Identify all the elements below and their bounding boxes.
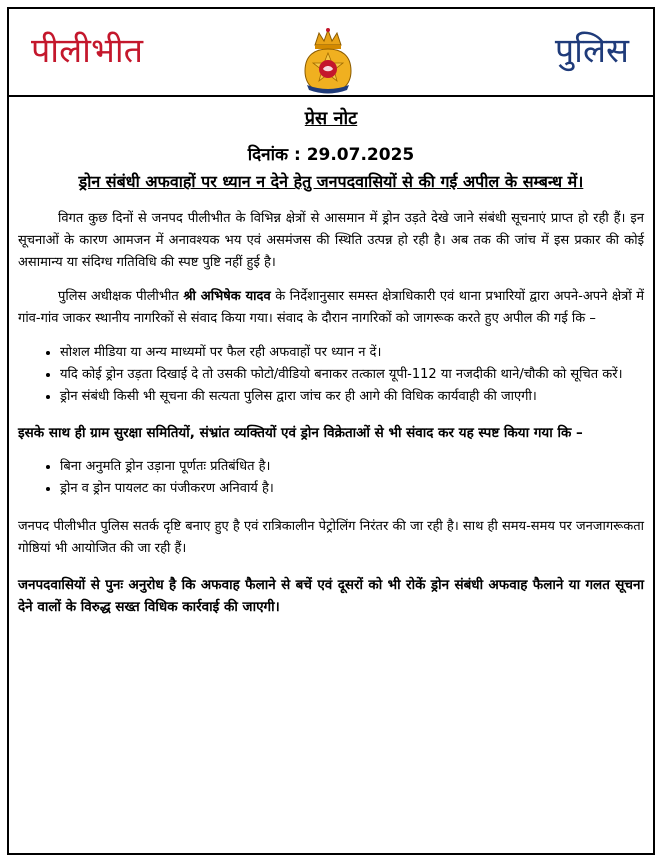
paragraph-patrolling: जनपद पीलीभीत पुलिस सतर्क दृष्टि बनाए हुए है एवं रात्रिकालीन पेट्रोलिंग निरंतर की जा रही है। साथ ही समय-समय पर जनजागरूकता गोष्ठियां भी आयोजित की जा रही हैं।: [18, 519, 644, 556]
doc-subject: ड्रोन संबंधी अफवाहों पर ध्यान न देने हेतु जनपदवासियों से की गई अपील के सम्बन्ध में।: [78, 172, 584, 191]
department-name: पुलिस: [554, 31, 629, 71]
list-item: • सोशल मीडिया या अन्य माध्यमों पर फैल रही अफवाहों पर ध्यान न दें।: [60, 342, 644, 364]
list-item: • ड्रोन व ड्रोन पायलट का पंजीकरण अनिवार्य है।: [60, 478, 644, 500]
district-name: पीलीभीत: [31, 31, 144, 71]
paragraph-directive: पुलिस अधीक्षक पीलीभीत श्री अभिषेक यादव के निर्देशानुसार समस्त क्षेत्राधिकारी एवं थाना प्रभारियों द्वारा अपने-अपने क्षेत्रों में गांव-गांव जाकर स्थानीय नागरिकों से संवाद किया गया। संवाद के दौरान नागरिकों को जागरूक करते हुए अपील की गई कि –: [18, 289, 644, 326]
list-item: • बिना अनुमति ड्रोन उड़ाना पूर्णतः प्रतिबंधित है।: [60, 456, 644, 478]
press-note-body: [18, 100, 644, 618]
doc-date: दिनांक : 29.07.2025: [247, 145, 415, 165]
up-police-emblem-icon: [297, 27, 359, 95]
letterhead: [9, 9, 653, 97]
paragraph-committees: इसके साथ ही ग्राम सुरक्षा समितियों, संभ्रांत व्यक्तियों एवं ड्रोन विक्रेताओं से भी संवाद कर यह स्पष्ट किया गया कि –: [18, 425, 583, 441]
list-item: • ड्रोन संबंधी किसी भी सूचना की सत्यता पुलिस द्वारा जांच कर ही आगे की विधिक कार्यवाही की जाएगी।: [60, 386, 644, 408]
officer-name: श्री अभिषेक यादव: [183, 289, 271, 304]
doc-title: प्रेस नोट: [304, 108, 358, 129]
list-item: • यदि कोई ड्रोन उड़ता दिखाई दे तो उसकी फोटो/वीडियो बनाकर तत्काल यूपी-112 या नजदीकी थाने/चौकी को सूचित करें।: [60, 364, 644, 386]
appeal-list: [18, 342, 644, 408]
paragraph-intro: विगत कुछ दिनों से जनपद पीलीभीत के विभिन्न क्षेत्रों से आसमान में ड्रोन उड़ते देखे जाने संबंधी सूचनाएं प्राप्त हो रही हैं। इन सूचनाओं के कारण आमजन में अनावश्यक भय एवं असमंजस की स्थिति उत्पन्न हो रही है। अब तक की जांच में इस प्रकार की कोई असामान्य या संदिग्ध गतिविधि की स्पष्ट पुष्टि नहीं हुई है।: [18, 211, 644, 270]
rules-list: [18, 456, 644, 500]
paragraph-request: जनपदवासियों से पुनः अनुरोध है कि अफवाह फैलाने से बचें एवं दूसरों को भी रोकें ड्रोन संबंधी अफवाह फैलाने या गलत सूचना देने वालों के विरुद्ध सख्त विधिक कार्रवाई की जाएगी।: [18, 577, 644, 615]
